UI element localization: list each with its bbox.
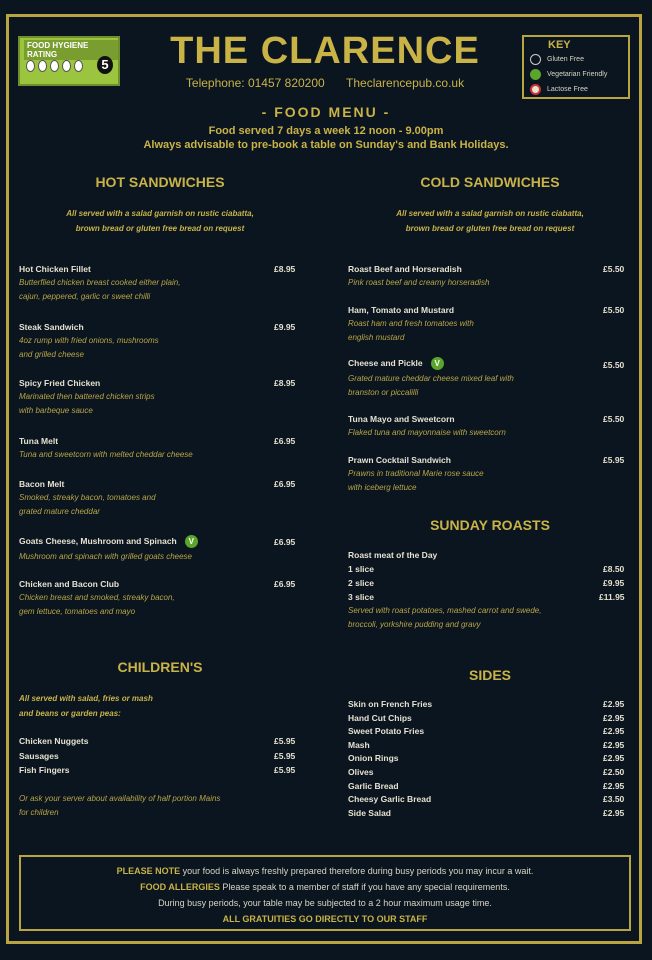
restaurant-title: THE CLARENCE — [170, 30, 480, 72]
side-item: Sweet Potato Fries — [348, 726, 425, 737]
menu-item — [19, 436, 193, 462]
kids-item: Chicken Nuggets — [19, 736, 89, 746]
side-item: Cheesy Garlic Bread — [348, 794, 432, 805]
item-price: £2.50 — [603, 767, 625, 777]
side-item: Olives — [348, 767, 374, 777]
side-item: Skin on French Fries — [348, 699, 433, 709]
item-desc: Roast ham and fresh tomatoes with — [348, 319, 474, 328]
item-price: £6.95 — [274, 436, 296, 446]
vegetarian-icon: V — [185, 535, 198, 548]
item-name: Ham, Tomato and Mustard — [348, 305, 455, 315]
item-price: £6.95 — [274, 537, 296, 547]
roast-option: 3 slice — [348, 592, 374, 602]
roast-subtitle: Roast meat of the Day — [348, 550, 438, 560]
menu-item — [348, 414, 506, 440]
menu-item — [348, 357, 514, 400]
key-row — [530, 84, 588, 95]
note-line: All served with a salad garnish on rustic ciabatta, — [66, 209, 254, 218]
lactose-free-icon — [530, 84, 541, 95]
rating-dot — [38, 60, 47, 72]
key-label: Vegetarian Friendly — [547, 71, 608, 78]
item-price: £8.95 — [274, 378, 296, 388]
item-price: £3.50 — [603, 794, 625, 805]
note-line: All served with salad, fries or mash — [19, 694, 153, 703]
item-desc: Served with roast potatoes, mashed carrot and swede, — [348, 606, 542, 615]
item-desc: Chicken breast and smoked, streaky bacon, — [19, 593, 175, 602]
item-desc: gem lettuce, tomatoes and mayo — [19, 607, 136, 616]
item-desc: grated mature cheddar — [19, 507, 100, 516]
kids-item: Sausages — [19, 751, 59, 761]
item-desc: branston or piccalilli — [348, 388, 419, 397]
sunday-roasts-title: SUNDAY ROASTS — [430, 517, 550, 533]
item-price: £5.50 — [603, 264, 625, 274]
roast-option: 1 slice — [348, 564, 374, 574]
food-hygiene-rating-badge — [18, 36, 120, 86]
item-price: £8.95 — [274, 264, 296, 274]
side-item: Onion Rings — [348, 753, 399, 764]
hygiene-label: FOOD HYGIENE RATING — [24, 40, 118, 60]
item-desc: Butterflied chicken breast cooked either plain, — [19, 278, 181, 287]
cold-sandwiches-note — [350, 206, 630, 236]
side-item: Garlic Bread — [348, 780, 399, 791]
vegetarian-icon: V — [431, 357, 444, 370]
notice-line: During busy periods, your table may be subjected to a 2 hour maximum usage time. — [158, 898, 492, 908]
childrens-note — [19, 691, 153, 721]
menu-item — [19, 579, 175, 619]
item-price: £5.95 — [274, 751, 296, 761]
item-desc: Smoked, streaky bacon, tomatoes and — [19, 493, 156, 502]
side-item: Side Salad — [348, 807, 391, 818]
item-price: £2.95 — [603, 726, 625, 737]
item-price: £6.95 — [274, 579, 296, 589]
item-price: £5.50 — [603, 414, 625, 424]
key-label: Gluten Free — [547, 56, 584, 63]
notice-text: Please speak to a member of staff if you have any special requirements. — [219, 882, 510, 892]
hot-sandwiches-note — [20, 206, 300, 236]
menu-item — [19, 378, 155, 418]
menu-item — [19, 264, 180, 304]
contact-line — [150, 76, 500, 90]
note-line: brown bread or gluten free bread on request — [405, 224, 575, 233]
serving-hours: Food served 7 days a week 12 noon - 9.00pm — [208, 125, 444, 137]
notice-text: your food is always freshly prepared therefore during busy periods you may incur a wait. — [180, 866, 534, 876]
item-name: Bacon Melt — [19, 479, 65, 489]
kids-item: Fish Fingers — [19, 765, 70, 775]
sides-title: SIDES — [468, 667, 511, 683]
item-price: £2.95 — [603, 753, 625, 764]
key-label: Lactose Free — [547, 86, 588, 93]
menu-item — [19, 535, 198, 564]
item-price: £6.95 — [274, 479, 296, 489]
hygiene-scale — [26, 60, 83, 72]
notice-line — [21, 866, 629, 876]
website: Theclarencepub.co.uk — [346, 76, 465, 90]
notice-box — [19, 855, 631, 931]
roast-description — [348, 604, 541, 632]
item-price: £2.95 — [603, 807, 625, 818]
dietary-key — [522, 35, 630, 99]
booking-advice: Always advisable to pre-book a table on Sunday's and Bank Holidays. — [143, 139, 509, 151]
item-desc: Tuna and sweetcorn with melted cheddar cheese — [19, 450, 193, 459]
note-line: for children — [19, 808, 59, 817]
hot-sandwiches-title: HOT SANDWICHES — [95, 174, 225, 190]
rating-dot — [50, 60, 59, 72]
vegetarian-icon — [530, 69, 541, 80]
menu-item — [19, 479, 156, 519]
gluten-free-icon — [530, 54, 541, 65]
item-name: Chicken and Bacon Club — [19, 579, 120, 589]
item-name: Prawn Cocktail Sandwich — [348, 455, 451, 465]
item-price: £2.95 — [603, 780, 625, 791]
gratuities-line: ALL GRATUITIES GO DIRECTLY TO OUR STAFF — [222, 914, 428, 924]
item-desc: english mustard — [348, 333, 405, 342]
note-line: and beans or garden peas: — [19, 709, 121, 718]
item-desc: with iceberg lettuce — [348, 483, 417, 492]
menu-item — [348, 264, 489, 290]
side-item: Mash — [348, 739, 370, 750]
menu-item — [348, 455, 484, 495]
rating-dot — [62, 60, 71, 72]
childrens-title: CHILDREN'S — [117, 659, 203, 675]
note-line: All served with a salad garnish on rustic ciabatta, — [396, 209, 584, 218]
note-line: Or ask your server about availability of half portion Mains — [19, 794, 221, 803]
item-name: Tuna Melt — [19, 436, 59, 446]
rating-dot — [26, 60, 35, 72]
item-desc: cajun, peppered, garlic or sweet chilli — [19, 292, 151, 301]
telephone: Telephone: 01457 820200 — [185, 76, 325, 90]
item-desc: Flaked tuna and mayonnaise with sweetcorn — [348, 428, 506, 437]
key-row — [530, 54, 584, 65]
notice-line — [21, 882, 629, 892]
item-desc: 4oz rump with fried onions, mushrooms — [19, 336, 159, 345]
item-name: Tuna Mayo and Sweetcorn — [348, 414, 455, 424]
item-name: Roast Beef and Horseradish — [348, 264, 462, 274]
item-price: £11.95 — [599, 592, 625, 602]
item-name: Cheese and Pickle — [348, 357, 423, 368]
side-item: Hand Cut Chips — [348, 712, 412, 723]
item-price: £2.95 — [603, 712, 625, 723]
item-desc: Marinated then battered chicken strips — [19, 392, 155, 401]
item-price: £5.95 — [603, 455, 625, 465]
item-price: £5.50 — [603, 360, 625, 370]
item-price: £5.95 — [274, 736, 296, 746]
please-note-label: PLEASE NOTE — [116, 866, 181, 876]
item-desc: broccoli, yorkshire pudding and gravy — [348, 620, 481, 629]
item-name: Spicy Fried Chicken — [19, 378, 101, 388]
half-portion-note — [19, 792, 220, 820]
allergy-label: FOOD ALLERGIES — [140, 882, 220, 892]
key-title: KEY — [548, 39, 571, 51]
cold-sandwiches-title: COLD SANDWICHES — [420, 174, 560, 190]
item-price: £5.95 — [274, 765, 296, 775]
menu-item — [19, 322, 159, 362]
item-price: £5.50 — [603, 305, 625, 315]
rating-dot — [74, 60, 83, 72]
item-name: Goats Cheese, Mushroom and Spinach — [19, 535, 177, 546]
item-name: Steak Sandwich — [19, 322, 84, 332]
food-menu-heading: - FOOD MENU - — [261, 104, 391, 120]
item-price: £8.50 — [603, 564, 625, 574]
menu-item — [348, 305, 474, 345]
item-name: Hot Chicken Fillet — [19, 264, 91, 274]
item-price: £2.95 — [603, 699, 625, 709]
item-desc: Mushroom and spinach with grilled goats cheese — [19, 552, 192, 561]
item-desc: Grated mature cheddar cheese mixed leaf with — [348, 374, 514, 383]
item-price: £9.95 — [274, 322, 296, 332]
key-row — [530, 69, 607, 80]
hygiene-score: 5 — [97, 56, 113, 74]
note-line: brown bread or gluten free bread on request — [75, 224, 245, 233]
item-price: £9.95 — [603, 578, 625, 588]
item-desc: Pink roast beef and creamy horseradish — [348, 278, 490, 287]
item-desc: and grilled cheese — [19, 350, 84, 359]
item-desc: with barbeque sauce — [19, 406, 93, 415]
item-price: £2.95 — [603, 739, 625, 750]
roast-option: 2 slice — [348, 578, 374, 588]
item-desc: Prawns in traditional Marie rose sauce — [348, 469, 484, 478]
